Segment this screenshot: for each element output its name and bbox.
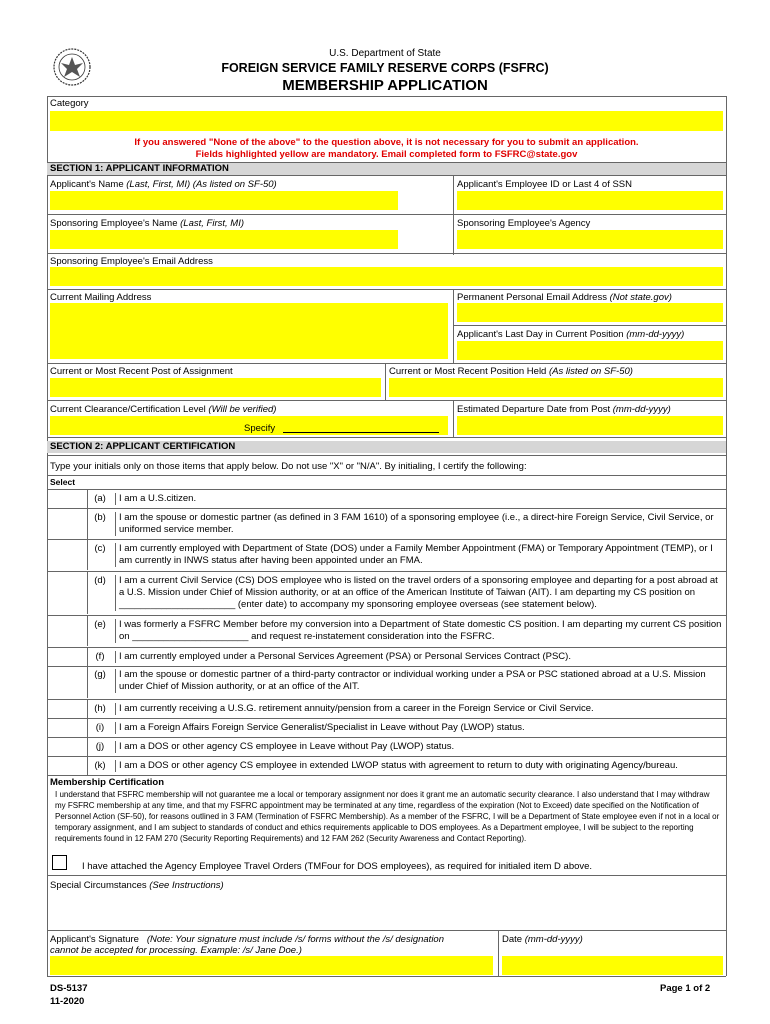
employee-id-label: Applicant's Employee ID or Last 4 of SSN — [457, 179, 633, 190]
initials-input-b[interactable] — [47, 509, 88, 539]
category-select[interactable] — [50, 111, 723, 131]
departure-date-label: Estimated Departure Date from Post (mm-dd-yyyy) — [457, 404, 671, 415]
initials-input-c[interactable] — [47, 540, 88, 570]
select-label: Select — [50, 477, 76, 487]
initials-input-j[interactable] — [47, 738, 88, 756]
cert-item-k — [47, 757, 726, 775]
item-letter: (g) — [94, 669, 106, 680]
initials-input-d[interactable] — [47, 572, 88, 614]
item-letter: (e) — [94, 619, 106, 630]
special-circumstances-label: Special Circumstances (See Instructions) — [50, 880, 224, 891]
form-date: 11-2020 — [50, 996, 85, 1007]
initials-input-a[interactable] — [47, 490, 88, 508]
item-text: I am a DOS or other agency CS employee in Leave without Pay (LWOP) status. — [115, 741, 722, 753]
certification-instructions: Type your initials only on those items that apply below. Do not use "X" or "N/A". By initialing, I certify the following: — [50, 461, 527, 472]
cert-item-d — [47, 572, 726, 614]
date-field[interactable] — [502, 956, 723, 975]
specify-label: Specify — [244, 423, 276, 434]
membership-cert-title: Membership Certification — [50, 777, 165, 788]
notice-line-1: If you answered "None of the above" to the question above, it is not necessary for you to submit an application. — [134, 137, 639, 148]
sponsor-agency-field[interactable] — [457, 230, 723, 249]
section-2-header: SECTION 2: APPLICANT CERTIFICATION — [47, 441, 726, 453]
item-text: I was formerly a FSFRC Member before my conversion into a Department of State domestic CS position. I am departing my current CS position on ______________________ and request re-instatement consideration into the FSFRC. — [115, 619, 722, 643]
form-title: MEMBERSHIP APPLICATION — [282, 77, 488, 94]
position-held-field[interactable] — [389, 378, 723, 397]
applicant-name-field[interactable] — [50, 191, 398, 210]
initials-input-g[interactable] — [47, 666, 88, 698]
post-assignment-field[interactable] — [50, 378, 381, 397]
page-number: Page 1 of 2 — [660, 983, 711, 994]
item-text: I am a DOS or other agency CS employee in extended LWOP status with agreement to return to duty with originating Agency/bureau. — [115, 760, 722, 772]
item-letter: (f) — [95, 651, 105, 662]
signature-field[interactable] — [50, 956, 493, 975]
mailing-address-label: Current Mailing Address — [50, 292, 152, 303]
initials-input-h[interactable] — [47, 700, 88, 718]
item-letter: (b) — [94, 512, 106, 523]
cert-item-e — [47, 616, 726, 646]
signature-label: Applicant's Signature (Note: Your signature must include /s/ forms without the /s/ designation cannot be accepted for processing. Example: /s/ Jane Doe.) — [50, 934, 444, 956]
cert-item-g — [47, 666, 726, 698]
item-text: I am the spouse or domestic partner (as defined in 3 FAM 1610) of a sponsoring employee (i.e., a direct-hire Foreign Service, Civil Service, or uniformed service member. — [115, 512, 722, 536]
item-letter: (d) — [94, 575, 106, 586]
date-label: Date (mm-dd-yyyy) — [502, 934, 583, 945]
cert-item-j — [47, 738, 726, 756]
employee-id-field[interactable] — [457, 191, 723, 210]
initials-input-k[interactable] — [47, 757, 88, 775]
form-number: DS-5137 — [50, 983, 88, 994]
item-letter: (k) — [94, 760, 106, 771]
item-text: I am the spouse or domestic partner of a third-party contractor or individual working under a PSA or PSC stationed abroad at a U.S. Mission under Chief of Mission authority, or at an office of the AIT. — [115, 669, 722, 693]
initials-input-i[interactable] — [47, 719, 88, 737]
membership-cert-text: I understand that FSFRC membership will not guarantee me a local or temporary assignment nor does it grant me an automatic security clearance. I also understand that I may withdraw my FSFRC membership at any time, and that my FSFRC appointment may be terminated at any time, regardless of the expiration (Not to Exceed) date specified on the Notification of Personnel Action (SF-50), for reasons outlined in 3 FAM (Termination of FSFRC Membership). As a member of the FSFRC, I will be a Department of State employee even if not in a local or temporary assignment, and I am subject to standards of conduct and ethics requirements applicable to DOS employees. As a Department employee, I will be subject to the reporting requirements found in 12 FAM 270 (Security Reporting Requirements) and 12 FAM 262 (Security Awareness and Contact Reporting). — [55, 790, 720, 843]
item-text: I am a U.S.citizen. — [115, 493, 722, 505]
sponsor-agency-label: Sponsoring Employee's Agency — [457, 218, 591, 229]
special-circumstances-field[interactable] — [50, 893, 723, 929]
last-day-label: Applicant's Last Day in Current Position (mm-dd-yyyy) — [457, 329, 685, 340]
cert-item-h — [47, 700, 726, 718]
attach-statement: I have attached the Agency Employee Travel Orders (TMFour for DOS employees), as required for initialed item D above. — [82, 861, 593, 872]
item-text: I am a Foreign Affairs Foreign Service Generalist/Specialist in Leave without Pay (LWOP) status. — [115, 722, 722, 734]
item-text: I am currently employed with Department of State (DOS) under a Family Member Appointment (FMA) or Temporary Appointment (TEMP), or I am currently in INWS status after having been appointed under an FMA. — [115, 543, 722, 567]
notice-line-2: Fields highlighted yellow are mandatory. Email completed form to FSFRC@state.gov — [195, 149, 578, 160]
position-held-label: Current or Most Recent Position Held (As listed on SF-50) — [389, 366, 633, 377]
cert-item-c — [47, 540, 726, 570]
specify-input[interactable] — [283, 422, 439, 433]
item-text: I am a current Civil Service (CS) DOS employee who is listed on the travel orders of a sponsoring employee and departing for a post abroad at a U.S. Mission under Chief of Mission authority, or at an office of the American Institute of Taiwan (AIT). I am departing my CS position on ______________________ (enter date) to accompany my sponsoring employee overseas (see statement below). — [115, 575, 722, 611]
cert-item-f — [47, 648, 726, 666]
item-text: I am currently receiving a U.S.G. retirement annuity/pension from a career in the Foreign Service or Civil Service. — [115, 703, 722, 715]
cert-item-i — [47, 719, 726, 737]
item-letter: (i) — [95, 722, 105, 733]
item-text: I am currently employed under a Personal Services Agreement (PSA) or Personal Services Contract (PSC). — [115, 651, 722, 663]
item-letter: (h) — [94, 703, 106, 714]
initials-input-e[interactable] — [47, 616, 88, 646]
attach-checkbox[interactable] — [52, 855, 67, 870]
last-day-field[interactable] — [457, 341, 723, 360]
item-letter: (a) — [94, 493, 106, 504]
item-letter: (c) — [94, 543, 106, 554]
initials-input-f[interactable] — [47, 648, 88, 666]
personal-email-field[interactable] — [457, 303, 723, 322]
sponsor-email-label: Sponsoring Employee's Email Address — [50, 256, 213, 267]
category-label: Category — [50, 98, 89, 109]
post-assignment-label: Current or Most Recent Post of Assignment — [50, 366, 233, 377]
personal-email-label: Permanent Personal Email Address (Not state.gov) — [457, 292, 672, 303]
clearance-label: Current Clearance/Certification Level (Will be verified) — [50, 404, 277, 415]
department-name: U.S. Department of State — [329, 48, 441, 59]
sponsor-email-field[interactable] — [50, 267, 723, 286]
sponsor-name-field[interactable] — [50, 230, 398, 249]
applicant-name-label: Applicant's Name (Last, First, MI) (As listed on SF-50) — [50, 179, 277, 190]
departure-date-field[interactable] — [457, 416, 723, 435]
sponsor-name-label: Sponsoring Employee's Name (Last, First, MI) — [50, 218, 245, 229]
mailing-address-field[interactable] — [50, 303, 448, 359]
cert-item-a — [47, 490, 726, 508]
cert-item-b — [47, 509, 726, 539]
section-1-header: SECTION 1: APPLICANT INFORMATION — [47, 163, 726, 175]
organization-name: FOREIGN SERVICE FAMILY RESERVE CORPS (FSFRC) — [221, 61, 549, 75]
item-letter: (j) — [95, 741, 105, 752]
